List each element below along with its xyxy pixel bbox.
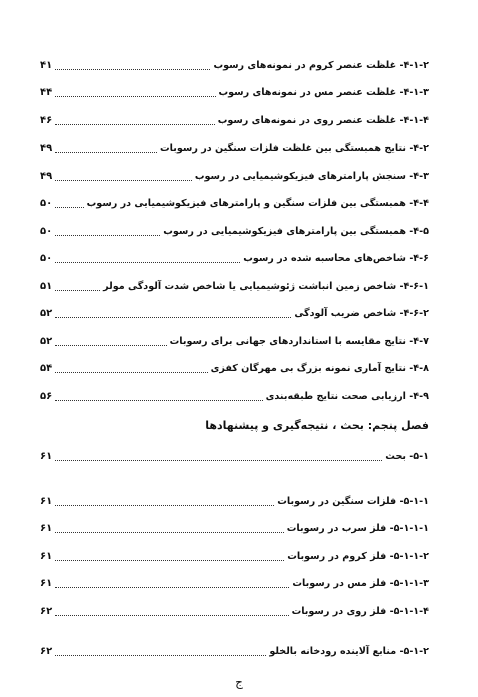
toc-entry-page: ۴۶ [40, 115, 53, 126]
toc-entry-page: ۶۱ [40, 578, 53, 589]
toc-entry-title: ۵-۱-۲- منابع آلاینده رودخانه بالخلو [269, 646, 429, 657]
dot-leader [55, 615, 288, 616]
toc-entry[interactable] [40, 334, 429, 350]
toc-entry-title: ۵-۱-۱-۲- فلز کروم در رسوبات [287, 551, 429, 562]
toc-entry-page: ۶۱ [40, 551, 53, 562]
toc-entry-page: ۶۱ [40, 451, 53, 462]
toc-entry-title: ۵-۱- بحث [385, 451, 429, 462]
dot-leader [55, 207, 83, 208]
toc-entry-page: ۵۴ [40, 363, 53, 374]
dot-leader [55, 372, 207, 373]
dot-leader [55, 262, 240, 263]
dot-leader [55, 180, 192, 181]
dot-leader [55, 587, 289, 588]
toc-entry[interactable] [40, 141, 429, 157]
toc-entry-title: ۴-۸- نتایج آماری نمونه بزرگ بی مهرگان کفزی [210, 363, 429, 374]
toc-entry[interactable] [40, 113, 429, 129]
toc-entry-title: ۴-۶- شاخص‌های محاسبه شده در رسوب [243, 253, 429, 264]
toc-entry-title: ۴-۷- نتایج مقایسه با استانداردهای جهانی برای رسوبات [169, 336, 429, 347]
toc-entry-page: ۶۱ [40, 496, 53, 507]
toc-entry[interactable] [40, 361, 429, 377]
toc-entry-page: ۵۰ [40, 226, 53, 237]
toc-entry-page: ۶۲ [40, 606, 53, 617]
toc-entry[interactable] [40, 549, 429, 565]
toc-entry-title: ۴-۹- ارزیابی صحت نتایج طبقه‌بندی [265, 391, 429, 402]
toc-entry[interactable] [40, 85, 429, 101]
dot-leader [55, 290, 100, 291]
toc-entry-page: ۶۱ [40, 523, 53, 534]
toc-entry-page: ۵۰ [40, 253, 53, 264]
toc-entry-title: ۴-۶-۱- شاخص زمین انباشت ژئوشیمیایی یا شاخص شدت آلودگی مولر [103, 281, 429, 292]
toc-entry[interactable] [40, 196, 429, 212]
dot-leader [55, 505, 274, 506]
toc-entry-title: ۴-۱-۴- غلظت عنصر روی در نمونه‌های رسوب [217, 115, 429, 126]
page-number: ج [235, 675, 243, 689]
toc-entry-page: ۴۱ [40, 60, 53, 71]
toc-entry[interactable] [40, 449, 429, 465]
toc-entry[interactable] [40, 224, 429, 240]
toc-entry-title: ۴-۲- نتایج همبستگی بین غلظت فلزات سنگین در رسوبات [160, 143, 429, 154]
toc-entry[interactable] [40, 521, 429, 537]
toc-entry[interactable] [40, 604, 429, 620]
chapter-heading[interactable]: فصل پنجم: بحث ، نتیجه‌گیری و پیشنهادها [205, 419, 429, 432]
toc-entry-title: ۴-۱-۲- غلظت عنصر کروم در نمونه‌های رسوب [213, 60, 429, 71]
dot-leader [55, 532, 284, 533]
toc-entry-page: ۵۲ [40, 308, 53, 319]
toc-entry-title: ۵-۱-۱- فلزات سنگین در رسوبات [277, 496, 429, 507]
dot-leader [55, 460, 382, 461]
toc-entry[interactable] [40, 169, 429, 185]
dot-leader [55, 345, 166, 346]
dot-leader [55, 124, 215, 125]
toc-entry[interactable] [40, 644, 429, 660]
dot-leader [55, 400, 262, 401]
dot-leader [55, 317, 291, 318]
toc-entry-title: ۵-۱-۱-۴- فلز روی در رسوبات [291, 606, 429, 617]
dot-leader [55, 655, 266, 656]
toc-entry-page: ۶۲ [40, 646, 53, 657]
toc-entry[interactable] [40, 58, 429, 74]
toc-entry-title: ۴-۳- سنجش پارامترهای فیزیکوشیمیایی در رسوب [194, 171, 429, 182]
toc-entry-page: ۵۲ [40, 336, 53, 347]
toc-entry-page: ۴۹ [40, 143, 53, 154]
toc-entry[interactable] [40, 494, 429, 510]
dot-leader [55, 560, 284, 561]
toc-entry-page: ۵۰ [40, 198, 53, 209]
toc-entry[interactable] [40, 576, 429, 592]
toc-entry-page: ۵۶ [40, 391, 53, 402]
toc-entry[interactable] [40, 389, 429, 405]
toc-entry-title: ۴-۱-۳- غلظت عنصر مس در نمونه‌های رسوب [218, 87, 429, 98]
toc-entry[interactable] [40, 251, 429, 267]
toc-entry[interactable] [40, 306, 429, 322]
dot-leader [55, 152, 157, 153]
dot-leader [55, 235, 160, 236]
toc-entry-title: ۴-۶-۲- شاخص ضریب آلودگی [294, 308, 429, 319]
toc-entry-page: ۴۹ [40, 171, 53, 182]
toc-entry-title: ۴-۴- همبستگی بین فلزات سنگین و پارامترهای فیزیکوشیمیایی در رسوب [86, 198, 429, 209]
toc-entry-title: ۵-۱-۱-۳- فلز مس در رسوبات [292, 578, 429, 589]
dot-leader [55, 96, 215, 97]
toc-entry-page: ۵۱ [40, 281, 53, 292]
toc-entry[interactable] [40, 279, 429, 295]
toc-entry-title: ۴-۵- همبستگی بین پارامترهای فیزیکوشیمیایی در رسوب [163, 226, 429, 237]
toc-entry-page: ۴۴ [40, 87, 53, 98]
dot-leader [55, 69, 210, 70]
toc-entry-title: ۵-۱-۱-۱- فلز سرب در رسوبات [286, 523, 429, 534]
